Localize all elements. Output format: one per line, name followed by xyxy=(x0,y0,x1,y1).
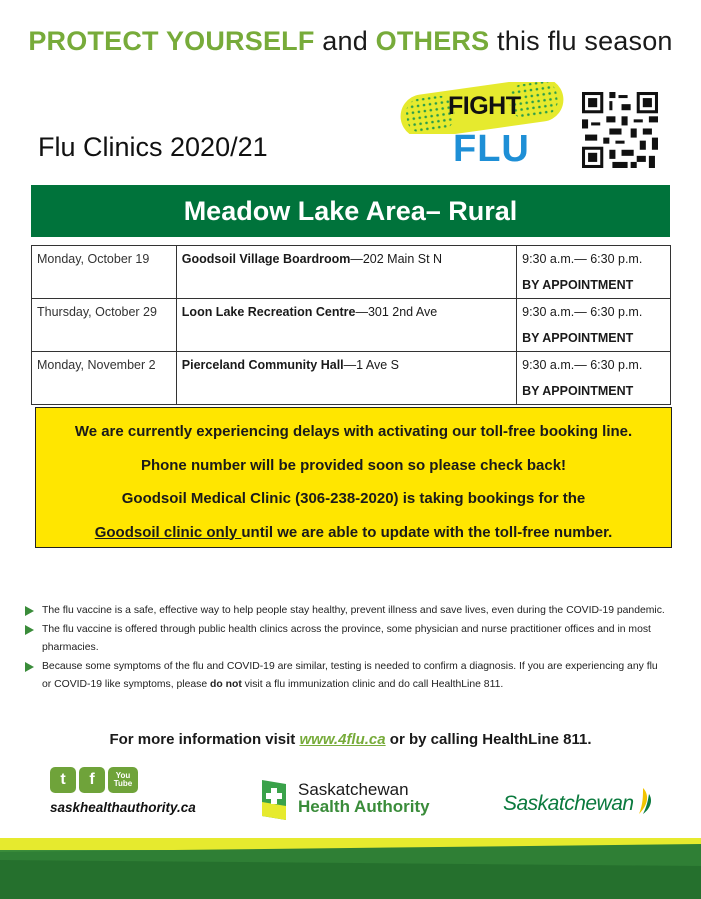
flu-label: FLU xyxy=(453,128,530,170)
bullet-text: visit a flu immunization clinic and do call HealthLine 811. xyxy=(241,679,504,690)
notice-underlined: Goodsoil clinic only xyxy=(94,523,242,541)
notice-line: We are currently experiencing delays with activating our toll-free booking line. xyxy=(74,423,633,440)
fight-label: FIGHT xyxy=(448,92,521,120)
area-banner: Meadow Lake Area– Rural xyxy=(31,185,670,237)
clinic-hours: 9:30 a.m.— 6:30 p.m. xyxy=(522,305,643,319)
twitter-icon[interactable]: t xyxy=(50,767,76,793)
bullet-text: Because some symptoms of the flu and COVID-19 are similar, testing is needed to confirm a diagnosis. If you are experiencing any flu or COVID-19 like symptoms, please xyxy=(42,660,658,690)
sha-name-line1: Saskatchewan xyxy=(298,780,409,799)
clinic-date: Monday, October 19 xyxy=(32,246,177,299)
clinic-address: —202 Main St N xyxy=(350,252,443,266)
clinic-location-name: Loon Lake Recreation Centre xyxy=(181,305,356,319)
clinic-location-name: Goodsoil Village Boardroom xyxy=(181,252,351,266)
bullet-emphasis: do not xyxy=(210,679,242,690)
sha-name-line2: Health Authority xyxy=(298,797,430,816)
clinic-time xyxy=(517,246,671,299)
clinic-hours: 9:30 a.m.— 6:30 p.m. xyxy=(522,252,643,266)
notice-line xyxy=(36,516,671,550)
notice-line: Phone number will be provided soon so please check back! xyxy=(140,456,567,474)
clinic-time xyxy=(517,352,671,405)
bullet-triangle-icon xyxy=(25,662,34,672)
sha-cross-logo-icon xyxy=(258,778,290,822)
clinic-time xyxy=(517,299,671,352)
page-title: Flu Clinics 2020/21 xyxy=(38,132,268,162)
notice-rest: until we are able to update with the toll-free number. xyxy=(241,523,613,541)
list-item xyxy=(25,658,665,695)
clinic-address: —1 Ave S xyxy=(343,358,400,372)
clinic-date: Thursday, October 29 xyxy=(32,299,177,352)
clinic-appointment-note: BY APPOINTMENT xyxy=(522,278,634,292)
headline-season: this flu season xyxy=(489,26,673,56)
table-row xyxy=(32,299,671,352)
headline-and: and xyxy=(314,26,376,56)
clinic-location-name: Pierceland Community Hall xyxy=(181,358,344,372)
qr-code-icon[interactable] xyxy=(582,92,658,168)
social-icons xyxy=(50,767,138,793)
headline xyxy=(0,26,701,57)
clinic-location xyxy=(176,246,516,299)
table-row xyxy=(32,246,671,299)
bullet-triangle-icon xyxy=(25,625,34,635)
list-item xyxy=(25,621,665,658)
facebook-icon[interactable]: f xyxy=(79,767,105,793)
saskatchewan-wordmark: Saskatchewan xyxy=(503,792,634,815)
clinic-location xyxy=(176,352,516,405)
bullet-text: The flu vaccine is offered through public health clinics across the province, some physician and nurse practitioner offices and in most pharmacies. xyxy=(42,623,651,653)
clinic-appointment-note: BY APPOINTMENT xyxy=(522,331,634,345)
clinic-date: Monday, November 2 xyxy=(32,352,177,405)
info-bullets xyxy=(25,602,665,695)
list-item xyxy=(25,602,665,621)
booking-notice xyxy=(35,407,672,548)
bullet-triangle-icon xyxy=(25,606,34,616)
notice-line: Goodsoil Medical Clinic (306-238-2020) is taking bookings for the xyxy=(121,490,586,507)
more-info xyxy=(0,731,701,748)
footer-color-band xyxy=(0,838,701,899)
youtube-icon[interactable]: You Tube xyxy=(108,767,138,793)
clinic-location xyxy=(176,299,516,352)
sha-website[interactable]: saskhealthauthority.ca xyxy=(50,800,196,815)
saskatchewan-wheat-icon xyxy=(633,786,655,816)
headline-protect: PROTECT YOURSELF xyxy=(28,26,315,56)
4flu-link[interactable]: www.4flu.ca xyxy=(299,731,386,748)
table-row xyxy=(32,352,671,405)
clinic-appointment-note: BY APPOINTMENT xyxy=(522,384,634,398)
clinic-table xyxy=(31,245,671,405)
clinic-address: —301 2nd Ave xyxy=(355,305,438,319)
clinic-hours: 9:30 a.m.— 6:30 p.m. xyxy=(522,358,643,372)
headline-others: OTHERS xyxy=(375,26,490,56)
more-info-text: or by calling HealthLine 811. xyxy=(385,731,592,748)
bullet-text: The flu vaccine is a safe, effective way to help people stay healthy, prevent illness and save lives, even during the COVID-19 pandemic. xyxy=(42,605,665,616)
more-info-text: For more information visit xyxy=(109,731,300,748)
